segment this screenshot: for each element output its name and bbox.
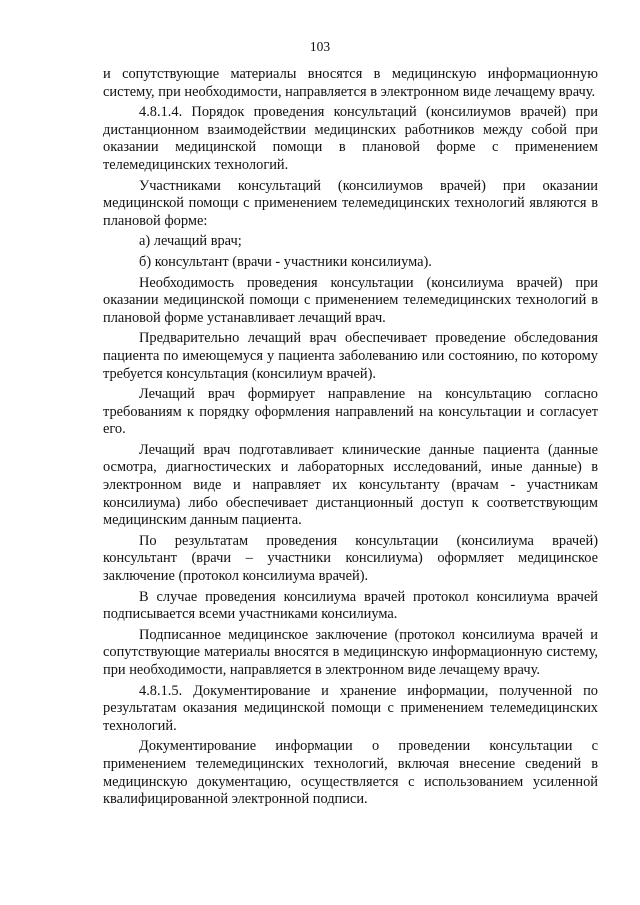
paragraph: Необходимость проведения консультации (консилиума врачей) при оказании медицинской помощи с применением телемедицинских технологий в плановой форме устанавливает лечащий врач.: [103, 274, 598, 326]
paragraph: По результатам проведения консультации (консилиума врачей) консультант (врачи – участники консилиума) оформляет медицинское заключение (протокол консилиума врачей).: [103, 532, 598, 585]
paragraph: Подписанное медицинское заключение (протокол консилиума врачей и сопутствующие материалы вносятся в медицинскую информационную систему, при необходимости, направляется в электронном виде лечащему врачу.: [103, 626, 598, 678]
paragraph: Предварительно лечащий врач обеспечивает проведение обследования пациента по имеющемуся у пациента заболеванию или состоянию, по которому требуется консультация (консилиум врачей).: [103, 330, 598, 382]
paragraph: 4.8.1.4. Порядок проведения консультаций (консилиумов врачей) при дистанционном взаимодействии медицинских работников между собой при оказании медицинской помощи в плановой форме с применением телемедицинских технологий.: [103, 104, 598, 173]
list-item: а) лечащий врач;: [139, 233, 242, 250]
paragraph: Участниками консультаций (консилиумов врачей) при оказании медицинской помощи с применением телемедицинских технологий являются в плановой форме:: [103, 177, 598, 229]
page-number: 103: [309, 39, 331, 54]
list-item: б) консультант (врачи - участники консилиума).: [139, 253, 432, 270]
paragraph: Документирование информации о проведении консультации с применением телемедицинских технологий, включая внесение сведений в медицинскую документацию, осуществляется с использованием усиленной квалифицированной электронной подписи.: [103, 738, 598, 808]
paragraph: и сопутствующие материалы вносятся в медицинскую информационную систему, при необходимости, направляется в электронном виде лечащему врачу.: [103, 66, 598, 100]
paragraph: 4.8.1.5. Документирование и хранение информации, полученной по результатам оказания медицинской помощи с применением телемедицинских технологий.: [103, 682, 598, 734]
paragraph: Лечащий врач подготавливает клинические данные пациента (данные осмотра, диагностических и лабораторных исследований, иные данные) в электронном виде и направляет их консультанту (врачам - участникам консилиума) либо обеспечивает дистанционный доступ к соответствующим медицинским данным пациента.: [103, 441, 598, 529]
paragraph: В случае проведения консилиума врачей протокол консилиума врачей подписывается всеми участниками консилиума.: [103, 588, 598, 623]
paragraph: Лечащий врач формирует направление на консультацию согласно требованиям к порядку оформления направлений на консультации и согласует его.: [103, 386, 598, 438]
document-body: [103, 66, 598, 812]
